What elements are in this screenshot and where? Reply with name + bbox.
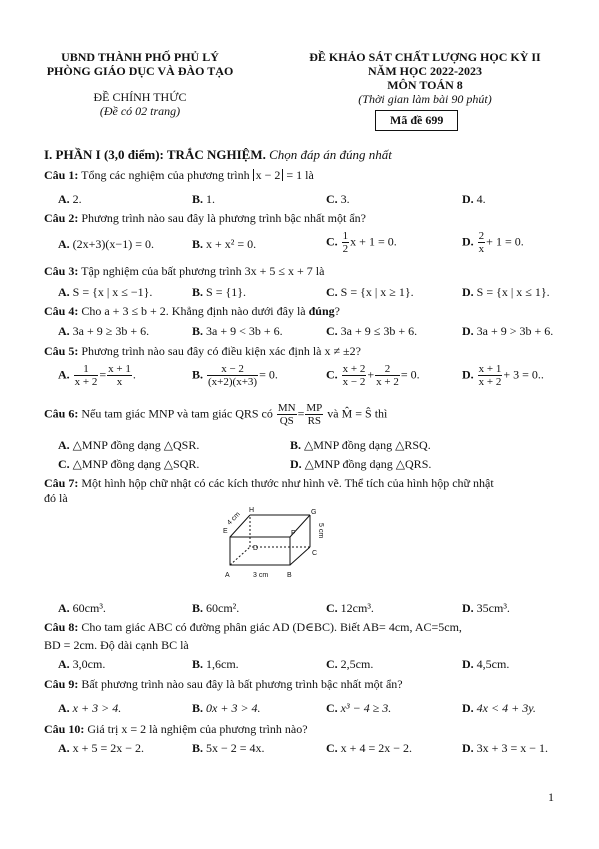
question-3: Câu 3: Tập nghiệm của bất phương trình 3x + 5 ≤ x + 7 là <box>44 264 325 278</box>
q5-option-b[interactable]: B. $\frac{x - 2}{(x+2)(x+3)}$ = 0. <box>192 363 278 388</box>
q5-option-a[interactable]: A. $\frac{1}{x + 2}$ = $\frac{x + 1}{x}$ . <box>58 363 136 388</box>
front-face <box>230 537 290 565</box>
header-right-line1: ĐỀ KHẢO SÁT CHẤT LƯỢNG HỌC KỲ II <box>309 50 541 64</box>
q1-option-d[interactable]: D. 4. <box>462 192 486 206</box>
q10-option-a[interactable]: A. x + 5 = 2x − 2. <box>58 741 144 755</box>
q3-option-d[interactable]: D. S = {x | x ≤ 1}. <box>462 285 550 299</box>
q2-option-d[interactable]: D. $\frac{2}{x}$ + 1 = 0. <box>462 230 524 255</box>
q7-option-c[interactable]: C. 12cm³. <box>326 601 374 615</box>
edge-AD-hidden <box>230 547 250 565</box>
q5-option-c[interactable]: C. $\frac{x + 2}{x - 2}$ + $\frac{2}{x + 2}$ = 0. <box>326 363 420 388</box>
header-left-line1: UBND THÀNH PHỐ PHỦ LÝ <box>61 50 219 64</box>
q9-option-d[interactable]: D. 4x < 4 + 3y. <box>462 701 536 715</box>
q6-option-b[interactable]: B. △MNP đồng dạng △RSQ. <box>290 438 431 452</box>
q2-option-c[interactable]: C. $\frac{1}{2}$ x + 1 = 0. <box>326 230 397 255</box>
q6-option-c[interactable]: C. △MNP đồng dạng △SQR. <box>58 457 200 471</box>
question-4: Câu 4: Cho a + 3 ≤ b + 2. Khẳng định nào dưới đây là đúng? <box>44 304 340 318</box>
label-B: B <box>287 572 292 579</box>
question-6: Câu 6: Nếu tam giác MNP và tam giác QRS có $\frac{MN}{QS}$ = $\frac{MP}{RS}$ và M̂ = Ŝ thì <box>44 402 388 427</box>
question-2: Câu 2: Phương trình nào sau đây là phương trình bậc nhất một ẩn? <box>44 211 366 225</box>
edge-BC <box>290 547 310 565</box>
q1-option-b[interactable]: B. 1. <box>192 192 216 206</box>
question-10: Câu 10: Giá trị x = 2 là nghiệm của phương trình nào? <box>44 722 308 736</box>
label-G: G <box>311 509 317 516</box>
q2-option-b[interactable]: B. x + x² = 0. <box>192 237 257 251</box>
question-9: Câu 9: Bất phương trình nào sau đây là bất phương trình bậc nhất một ẩn? <box>44 677 403 691</box>
label-F: F <box>291 530 296 537</box>
header-left-line2: PHÒNG GIÁO DỤC VÀ ĐÀO TẠO <box>46 64 234 78</box>
q4-option-b[interactable]: B. 3a + 9 < 3b + 6. <box>192 324 283 338</box>
q1-option-c[interactable]: C. 3. <box>326 192 350 206</box>
header-right-line3: MÔN TOÁN 8 <box>387 78 463 92</box>
label-H: H <box>249 507 255 514</box>
q9-option-c[interactable]: C. x³ − 4 ≥ 3. <box>326 701 392 715</box>
q6-option-a[interactable]: A. △MNP đồng dạng △QSR. <box>58 438 200 452</box>
dimension-4cm: 4 cm <box>226 510 242 527</box>
pages-note: (Đề có 02 trang) <box>99 104 181 118</box>
label-E: E <box>223 528 228 535</box>
q3-option-c[interactable]: C. S = {x | x ≥ 1}. <box>326 285 414 299</box>
q2-option-a[interactable]: A. (2x+3)(x−1) = 0. <box>58 237 154 251</box>
label-A: A <box>225 572 230 579</box>
question-5: Câu 5: Phương trình nào sau đây có điều kiện xác định là x ≠ ±2? <box>44 344 361 358</box>
q9-option-b[interactable]: B. 0x + 3 > 4. <box>192 701 261 715</box>
q4-option-d[interactable]: D. 3a + 9 > 3b + 6. <box>462 324 554 338</box>
q5-option-d[interactable]: D. $\frac{x + 1}{x + 2}$ + 3 = 0.. <box>462 363 544 388</box>
q7-option-b[interactable]: B. 60cm². <box>192 601 240 615</box>
page-number: 1 <box>548 790 554 804</box>
question-7-line2: đó là <box>44 491 68 505</box>
exam-code-box: Mã đề 699 <box>375 110 458 131</box>
section-title: I. PHẦN I (3,0 điểm): TRẮC NGHIỆM. Chọn đáp án đúng nhất <box>44 147 392 162</box>
q10-option-c[interactable]: C. x + 4 = 2x − 2. <box>326 741 412 755</box>
q7-option-d[interactable]: D. 35cm³. <box>462 601 510 615</box>
q9-option-a[interactable]: A. x + 3 > 4. <box>58 701 122 715</box>
back-face-hidden <box>250 515 310 547</box>
dimension-3cm: 3 cm <box>253 572 269 579</box>
header-right-line2: NĂM HỌC 2022-2023 <box>368 64 482 78</box>
q3-option-a[interactable]: A. S = {x | x ≤ −1}. <box>58 285 153 299</box>
question-8-line2: BD = 2cm. Độ dài cạnh BC là <box>44 638 189 652</box>
q4-option-c[interactable]: C. 3a + 9 ≤ 3b + 6. <box>326 324 418 338</box>
official-label: ĐỀ CHÍNH THỨC <box>93 90 187 104</box>
q3-option-b[interactable]: B. S = {1}. <box>192 285 246 299</box>
q4-option-a[interactable]: A. 3a + 9 ≥ 3b + 6. <box>58 324 150 338</box>
dimension-5cm: 5 cm <box>317 523 324 539</box>
q1-option-a[interactable]: A. 2. <box>58 192 82 206</box>
question-8: Câu 8: Cho tam giác ABC có đường phân giác AD (D∈BC). Biết AB= 4cm, AC=5cm, <box>44 620 462 634</box>
q10-option-d[interactable]: D. 3x + 3 = x − 1. <box>462 741 548 755</box>
cuboid-figure <box>215 503 330 583</box>
q8-option-b[interactable]: B. 1,6cm. <box>192 657 239 671</box>
q8-option-a[interactable]: A. 3,0cm. <box>58 657 106 671</box>
label-C: C <box>312 550 318 557</box>
q6-option-d[interactable]: D. △MNP đồng dạng △QRS. <box>290 457 432 471</box>
q8-option-c[interactable]: C. 2,5cm. <box>326 657 374 671</box>
q7-option-a[interactable]: A. 60cm³. <box>58 601 106 615</box>
q10-option-b[interactable]: B. 5x − 2 = 4x. <box>192 741 265 755</box>
q8-option-d[interactable]: D. 4,5cm. <box>462 657 510 671</box>
question-1: Câu 1: Tổng các nghiệm của phương trình x − 2 = 1 là <box>44 168 314 182</box>
question-7: Câu 7: Một hình hộp chữ nhật có các kích thước như hình vẽ. Thể tích của hình hộp chữ nhật <box>44 476 494 490</box>
time-note: (Thời gian làm bài 90 phút) <box>358 92 492 106</box>
label-D: D <box>253 545 259 552</box>
